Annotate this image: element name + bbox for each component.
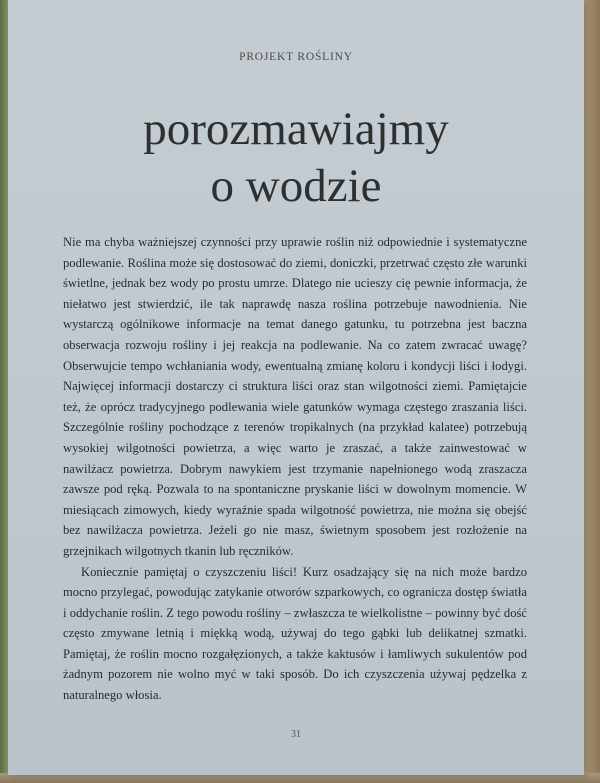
- title-line-2: o wodzie: [210, 160, 382, 212]
- running-head: PROJEKT ROŚLINY: [239, 51, 353, 63]
- title-line-1: porozmawiajmy: [143, 103, 449, 155]
- paragraph-2: Koniecznie pamiętaj o czyszczeniu liści! Kurz osadzający się na nich może bardzo mocno przylegać, powodując zatykanie otworów szparkowych, co ogranicza dostęp światła i oddychanie roślin. Z tego powodu rośliny – zwłaszcza te wielkolistne – powinny być dość często zmywane letnią i miękką wodą, używaj do tego gąbki lub delikatnej szmatki. Pamiętaj, że roślin mocno rozgałęzionych, a także kaktusów i łamliwych sukulentów pod żadnym pozorem nie wolno myć w taki sposób. Do ich czyszczenia używaj pędzelka z naturalnego włosia.: [63, 564, 527, 703]
- book-page: [8, 0, 584, 775]
- page-number: 31: [291, 729, 301, 740]
- background-surface-right: [582, 0, 600, 783]
- body-text: [63, 232, 527, 706]
- paragraph-1: Nie ma chyba ważniejszej czynności przy uprawie roślin niż odpowiednie i systematyczne podlewanie. Roślina może się dostosować do ziemi, doniczki, przetrwać często złe warunki świetlne, jednak bez wody po prostu umrze. Dlatego nie ucieszy cię pewnie informacja, że niełatwo jest stwierdzić, ile tak naprawdę nasza roślina potrzebuje nawodnienia. Nie wystarczą ogólnikowe informacje na temat danego gatunku, tu potrzebna jest baczna obserwacja rozwoju rośliny i jej reakcja na podlewanie. Na co zatem zwracać uwagę? Obserwujcie tempo wchłaniania wody, ewentualną zmianę koloru i kondycji liści i łodygi. Najwięcej informacji dostarczy ci struktura liści oraz stan wilgotności ziemi. Pamiętajcie też, że oprócz tradycyjnego podlewania wiele gatunków wymaga częstego zraszania liści. Szczególnie rośliny pochodzące z terenów tropikalnych (na przykład kalatee) potrzebują wysokiej wilgotności powietrza, a więc warto je zraszać, a także zainwestować w nawilżacz powietrza. Dobrym nawykiem jest trzymanie napełnionego wodą zraszacza zawsze pod ręką. Pozwala to na spontaniczne pryskanie liści w dowolnym momencie. W miesiącach zimowych, kiedy wyraźnie spada wilgotność powietrza, nie można się obejść bez nawilżacza powietrza. Jeżeli go nie masz, świetnym sposobem jest rozłożenie na grzejnikach wilgotnych tkanin lub ręczników.: [63, 235, 527, 558]
- page-title: [8, 101, 584, 215]
